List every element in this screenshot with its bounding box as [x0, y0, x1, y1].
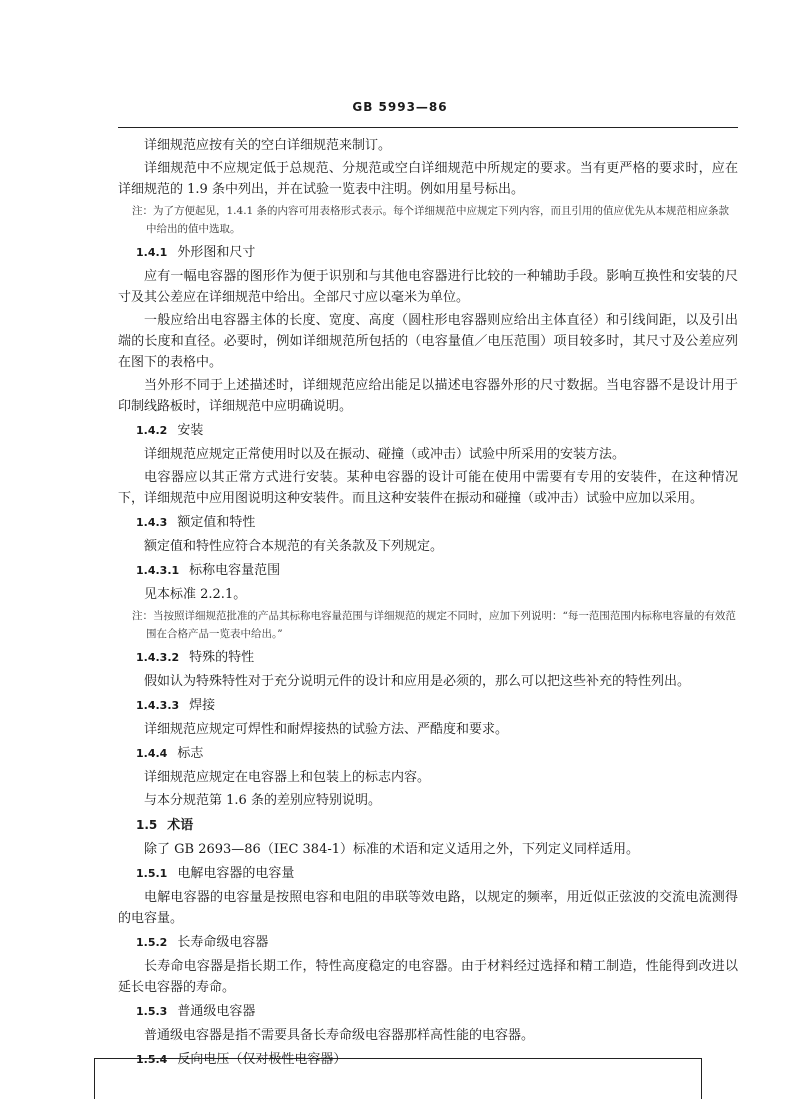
section-title: 标称电容量范围 — [189, 563, 281, 578]
paragraph: 额定值和特性应符合本规范的有关条款及下列规定。 — [144, 539, 444, 554]
paragraph: 普通级电容器是指不需要具备长寿命级电容器那样高性能的电容器。 — [144, 1028, 535, 1043]
section-heading — [118, 1001, 738, 1023]
paragraph: 与本分规范第 1.6 条的差别应特别说明。 — [144, 793, 381, 808]
section-title: 特殊的特性 — [189, 650, 255, 665]
section-title: 外形图和尺寸 — [177, 245, 256, 260]
paragraph: 除了 GB 2693—86（IEC 384-1）标准的术语和定义适用之外，下列定义同样适用。 — [144, 842, 640, 857]
section-title: 电解电容器的电容量 — [177, 866, 295, 881]
section-title: 普通级电容器 — [177, 1004, 256, 1019]
section-heading — [118, 743, 738, 765]
section-number: 1.4.4 — [136, 747, 168, 760]
section-number: 1.5.3 — [136, 1005, 168, 1018]
note: 注：为了方便起见，1.4.1 条的内容可用表格形式表示。每个详细规范中应规定下列内容，而且引用的值应优先从本规范相应条款中给出的值中选取。 — [132, 205, 730, 235]
section-heading — [118, 647, 738, 669]
section-title: 安装 — [177, 423, 204, 438]
section-title: 额定值和特性 — [177, 515, 256, 530]
header-rule — [118, 127, 738, 128]
section-heading — [118, 695, 738, 717]
paragraph: 应有一幅电容器的图形作为便于识别和与其他电容器进行比较的一种辅助手段。影响互换性和安装的尺寸及其公差应在详细规范中给出。全部尺寸应以毫米为单位。 — [118, 269, 738, 305]
section-number: 1.5 — [136, 818, 158, 832]
page-header: GB 5993—86 — [352, 100, 448, 114]
section-title: 反向电压（仅对极性电容器） — [177, 1052, 347, 1067]
paragraph: 详细规范中不应规定低于总规范、分规范或空白详细规范中所规定的要求。当有更严格的要求时，应在详细规范的 1.9 条中列出，并在试验一览表中注明。例如用星号标出。 — [118, 161, 738, 197]
section-number: 1.5.1 — [136, 867, 168, 880]
paragraph: 详细规范应规定可焊性和耐焊接热的试验方法、严酷度和要求。 — [144, 722, 509, 737]
section-title: 长寿命级电容器 — [177, 935, 269, 950]
paragraph: 电容器应以其正常方式进行安装。某种电容器的设计可能在使用中需要有专用的安装件，在这种情况下，详细规范中应用图说明这种安装件。而且这种安装件在振动和碰撞（或冲击）试验中应加以采用。 — [118, 470, 738, 506]
paragraph: 假如认为特殊特性对于充分说明元件的设计和应用是必须的，那么可以把这些补充的特性列出。 — [144, 674, 691, 689]
paragraph: 详细规范应规定正常使用时以及在振动、碰撞（或冲击）试验中所采用的安装方法。 — [144, 447, 626, 462]
section-number: 1.4.3.2 — [136, 651, 180, 664]
bottom-frame — [94, 1058, 702, 1099]
section-title: 焊接 — [189, 698, 216, 713]
section-number: 1.4.3.3 — [136, 699, 180, 712]
section-number: 1.4.3 — [136, 516, 168, 529]
section-heading — [118, 560, 738, 582]
paragraph: 当外形不同于上述描述时，详细规范应给出能足以描述电容器外形的尺寸数据。当电容器不是设计用于印制线路板时，详细规范中应明确说明。 — [118, 378, 738, 414]
paragraph: 电解电容器的电容量是按照电容和电阻的串联等效电路，以规定的频率，用近似正弦波的交流电流测得的电容量。 — [118, 890, 738, 926]
section-title: 标志 — [177, 746, 204, 761]
section-number: 1.4.1 — [136, 246, 168, 259]
section-heading — [118, 512, 738, 534]
note: 注：当按照详细规范批准的产品其标称电容量范围与详细规范的规定不同时，应加下列说明：“每一范围范围内标称电容量的有效范围在合格产品一览表中给出。” — [132, 610, 736, 640]
section-number: 1.4.3.1 — [136, 564, 180, 577]
section-number: 1.4.2 — [136, 424, 168, 437]
section-heading — [118, 814, 738, 837]
paragraph: 详细规范应按有关的空白详细规范来制订。 — [144, 138, 392, 153]
section-heading — [118, 863, 738, 885]
paragraph: 见本标准 2.2.1。 — [144, 587, 247, 602]
paragraph: 一般应给出电容器主体的长度、宽度、高度（圆柱形电容器则应给出主体直径）和引线间距，以及引出端的长度和直径。必要时，例如详细规范所包括的（电容量值／电压范围）项目较多时，其尺寸及公差应列在图下的表格中。 — [118, 313, 738, 370]
paragraph: 长寿命电容器是指长期工作，特性高度稳定的电容器。由于材料经过选择和精工制造，性能得到改进以延长电容器的寿命。 — [118, 959, 738, 995]
section-heading — [118, 420, 738, 442]
section-number: 1.5.4 — [136, 1053, 168, 1066]
paragraph: 详细规范应规定在电容器上和包装上的标志内容。 — [144, 770, 431, 785]
section-heading — [118, 242, 738, 264]
section-number: 1.5.2 — [136, 936, 168, 949]
document-body — [118, 135, 738, 1073]
section-heading — [118, 932, 738, 954]
section-title: 术语 — [167, 818, 194, 833]
